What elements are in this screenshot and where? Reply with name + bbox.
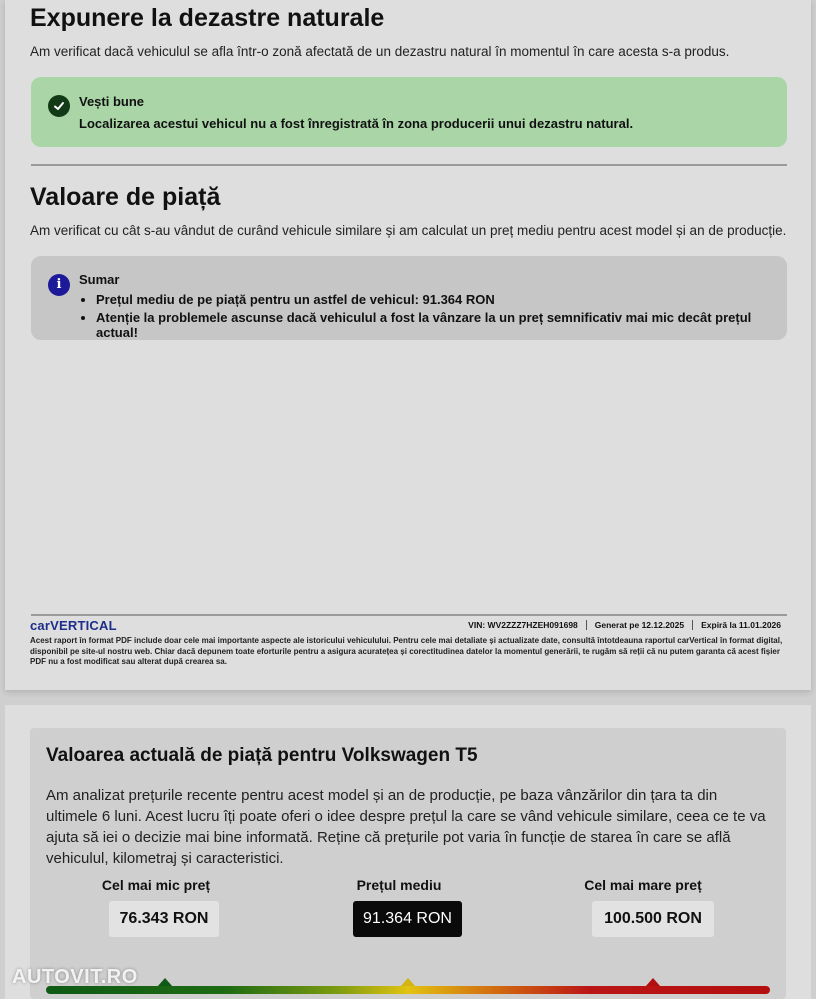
price-range-gauge (46, 986, 770, 994)
valuation-description: Am analizat prețurile recente pentru acest model și an de producție, pe baza vânzărilor din țara ta din ultimele 6 luni. Acest lucru îți poate oferi o idee despre prețul la care se vând vehicule similare, ceea ce te va ajuta să iei o decizie mai bine informată. Reține că prețurile pot varia în funcție de starea în care se află vehiculul, kilometraj și caracteristici. (46, 787, 766, 867)
summary-item: • Prețul mediu de pe piață pentru un astfel de vehicul: 91.364 RON (96, 292, 787, 307)
generated-date: 12.12.2025 (641, 620, 685, 630)
good-news-notice (31, 77, 787, 147)
footer-disclaimer: Acest raport în format PDF include doar cele mai importante aspecte ale istoricului vehiculului. Pentru cele mai detaliate și actualizate date, consultă întotdeauna raportul carVertical în format digital, disponibil pe site-ul nostru web. Chiar dacă depunem toate eforturile pentru a asigura acuratețea și corectitudinea datelor la momentul generării, te rugăm să reții că nu putem garanta că acest fișier PDF nu a fost modificat sau alterat după crearea sa. (30, 636, 783, 666)
autovit-watermark: AUTOVIT.RO (12, 966, 138, 988)
valuation-card (30, 728, 786, 999)
highest-price-label: Cel mai mare preț (584, 877, 702, 893)
footer-divider (31, 614, 787, 616)
info-icon: i (48, 274, 70, 296)
summary-title: Sumar (79, 272, 120, 287)
notice-text: Localizarea acestui vehicul nu a fost înregistrată în zona producerii unui dezastru natural. (79, 116, 634, 131)
valuation-title: Valoarea actuală de piață pentru Volkswagen T5 (46, 745, 478, 766)
average-price-label: Prețul mediu (356, 877, 442, 893)
footer-meta (468, 620, 781, 630)
disaster-section-title: Expunere la dezastre naturale (30, 4, 385, 32)
disaster-section-description: Am verificat dacă vehiculul se afla într-o zonă afectată de un dezastru natural în momentul în care acesta s-a produs. (30, 44, 730, 59)
summary-item: • Atenție la problemele ascunse dacă vehiculul a fost la vânzare la un preț semnificativ mai mic decât prețul actual! (96, 310, 787, 340)
carvertical-logo: carVERTICAL (30, 618, 117, 633)
generated-label: Generat pe (594, 620, 640, 630)
market-section-title: Valoare de piață (30, 183, 221, 211)
check-circle-icon (48, 95, 70, 117)
notice-title: Vești bune (79, 94, 145, 109)
report-page (5, 0, 811, 690)
vin-label: VIN: (468, 620, 486, 630)
market-section-description: Am verificat cu cât s-au vândut de curând vehicule similare și am calculat un preț mediu pentru acest model și an de producție. (30, 223, 787, 238)
expires-label: Expiră la (701, 620, 737, 630)
lowest-price-value: 76.343 RON (109, 901, 219, 937)
average-price-value: 91.364 RON (353, 901, 462, 937)
vin-value: WV2ZZZ7HZEH091698 (487, 620, 578, 630)
summary-box (31, 256, 787, 340)
expires-date: 11.01.2026 (738, 620, 781, 630)
section-divider (31, 164, 787, 166)
lowest-price-label: Cel mai mic preț (101, 877, 211, 893)
summary-list (79, 292, 787, 343)
report-page-2 (5, 705, 811, 999)
highest-price-value: 100.500 RON (592, 901, 714, 937)
